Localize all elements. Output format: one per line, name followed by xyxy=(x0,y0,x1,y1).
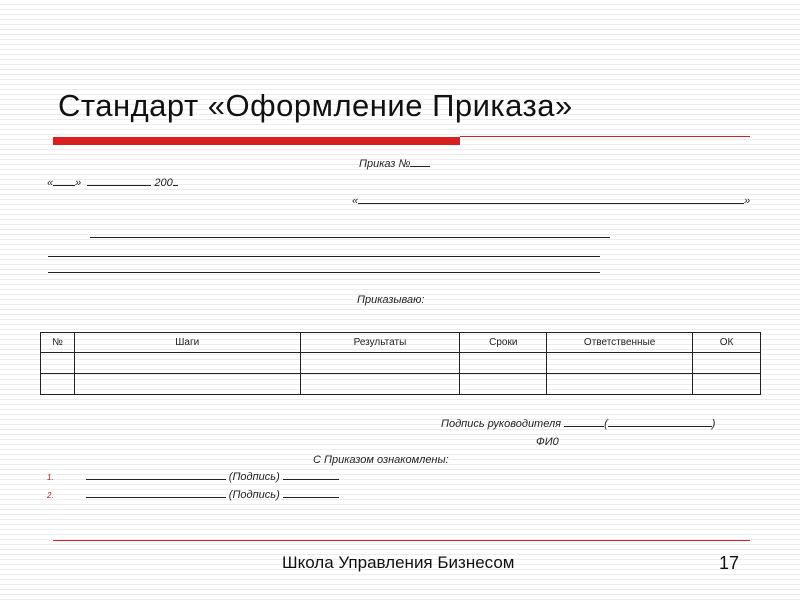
table-cell xyxy=(460,374,547,395)
slide-title: Стандарт «Оформление Приказа» xyxy=(58,88,573,123)
table-header-row xyxy=(41,333,761,353)
order-subject-line: « » xyxy=(352,195,751,207)
table-cell xyxy=(41,353,75,374)
order-steps-table xyxy=(40,332,761,395)
table-cell xyxy=(74,374,300,395)
table-cell xyxy=(300,353,460,374)
fio-label: ФИ0 xyxy=(536,436,559,448)
table-row xyxy=(41,353,761,374)
table-header-cell: Результаты xyxy=(300,333,460,353)
blank-line xyxy=(48,272,600,273)
table-cell xyxy=(460,353,547,374)
order-date: « » 200 xyxy=(47,177,178,189)
signature-line: Подпись руководителя ( ) xyxy=(441,418,716,430)
page-number: 17 xyxy=(719,553,740,573)
blank-line xyxy=(48,256,600,257)
table-header-cell: Сроки xyxy=(460,333,547,353)
footer-divider xyxy=(53,540,750,541)
footer-text: Школа Управления Бизнесом xyxy=(282,553,515,572)
table-header-cell: ОК xyxy=(693,333,761,353)
table-cell xyxy=(74,353,300,374)
table-header-cell: № xyxy=(41,333,75,353)
signer-item: 1. (Подпись) xyxy=(47,471,339,483)
table-cell xyxy=(547,374,693,395)
table-cell xyxy=(41,374,75,395)
table-cell xyxy=(693,374,761,395)
order-command: Приказываю: xyxy=(357,294,425,306)
blank-line xyxy=(90,237,610,238)
acquainted-label: С Приказом ознакомлены: xyxy=(313,454,449,466)
order-heading: Приказ № xyxy=(359,158,430,170)
table-header-cell: Шаги xyxy=(74,333,300,353)
table-cell xyxy=(693,353,761,374)
signer-item: 2. (Подпись) xyxy=(47,489,339,501)
table-cell xyxy=(547,353,693,374)
table-row xyxy=(41,374,761,395)
table-cell xyxy=(300,374,460,395)
title-accent-line xyxy=(460,136,750,137)
title-accent-bar xyxy=(53,137,460,145)
table-header-cell: Ответственные xyxy=(547,333,693,353)
